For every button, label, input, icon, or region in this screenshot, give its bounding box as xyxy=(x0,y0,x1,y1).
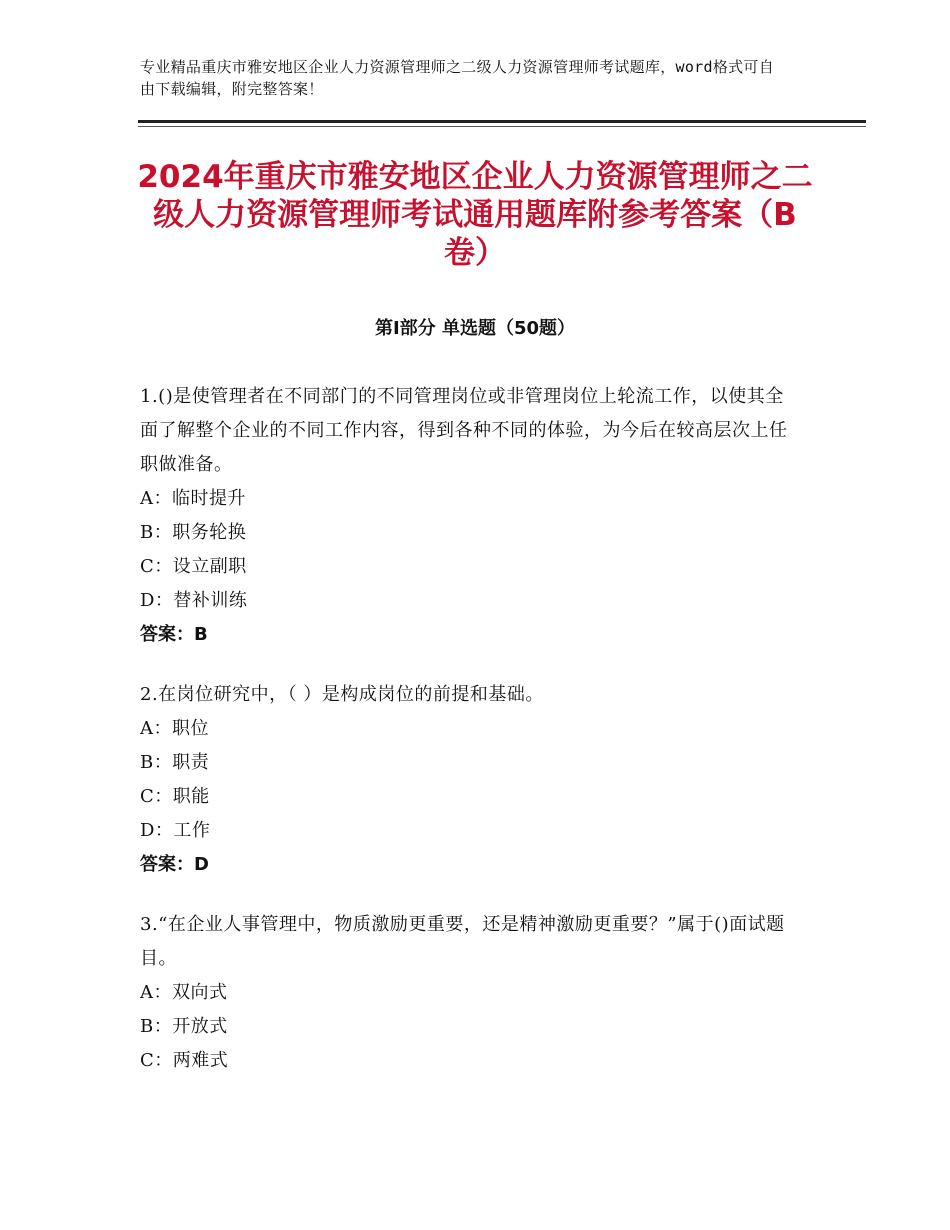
option-a: A：职位 xyxy=(140,718,209,739)
answer: 答案：D xyxy=(140,854,209,875)
option-b: B：开放式 xyxy=(140,1016,228,1037)
question-1 xyxy=(140,380,790,652)
question-stem: 3.“在企业人事管理中，物质激励更重要，还是精神激励更重要？”属于()面试题目。 xyxy=(140,914,785,969)
option-b: B：职务轮换 xyxy=(140,522,247,543)
option-a: A：临时提升 xyxy=(140,488,246,509)
option-c: C：两难式 xyxy=(140,1050,229,1071)
question-stem: 1.()是使管理者在不同部门的不同管理岗位或非管理岗位上轮流工作，以使其全面了解整个企业的不同工作内容，得到各种不同的体验，为今后在较高层次上任职做准备。 xyxy=(140,386,788,475)
question-list xyxy=(140,380,790,1104)
question-2 xyxy=(140,678,790,882)
question-3 xyxy=(140,908,790,1078)
header-divider-thin xyxy=(138,126,866,127)
answer: 答案：B xyxy=(140,624,208,645)
option-a: A：双向式 xyxy=(140,982,228,1003)
document-title: 2024年重庆市雅安地区企业人力资源管理师之二级人力资源管理师考试通用题库附参考答案（B卷） xyxy=(137,159,813,271)
option-d: D：替补训练 xyxy=(140,590,248,611)
option-c: C：职能 xyxy=(140,786,210,807)
option-c: C：设立副职 xyxy=(140,556,247,577)
question-stem: 2.在岗位研究中，（ ）是构成岗位的前提和基础。 xyxy=(140,684,544,705)
option-d: D：工作 xyxy=(140,820,211,841)
header-divider-thick xyxy=(138,120,866,123)
header-note: 专业精品重庆市雅安地区企业人力资源管理师之二级人力资源管理师考试题库，word格式可自由下载编辑，附完整答案！ xyxy=(140,58,775,98)
section-title: 第Ⅰ部分 单选题（50题） xyxy=(374,318,575,339)
option-b: B：职责 xyxy=(140,752,210,773)
